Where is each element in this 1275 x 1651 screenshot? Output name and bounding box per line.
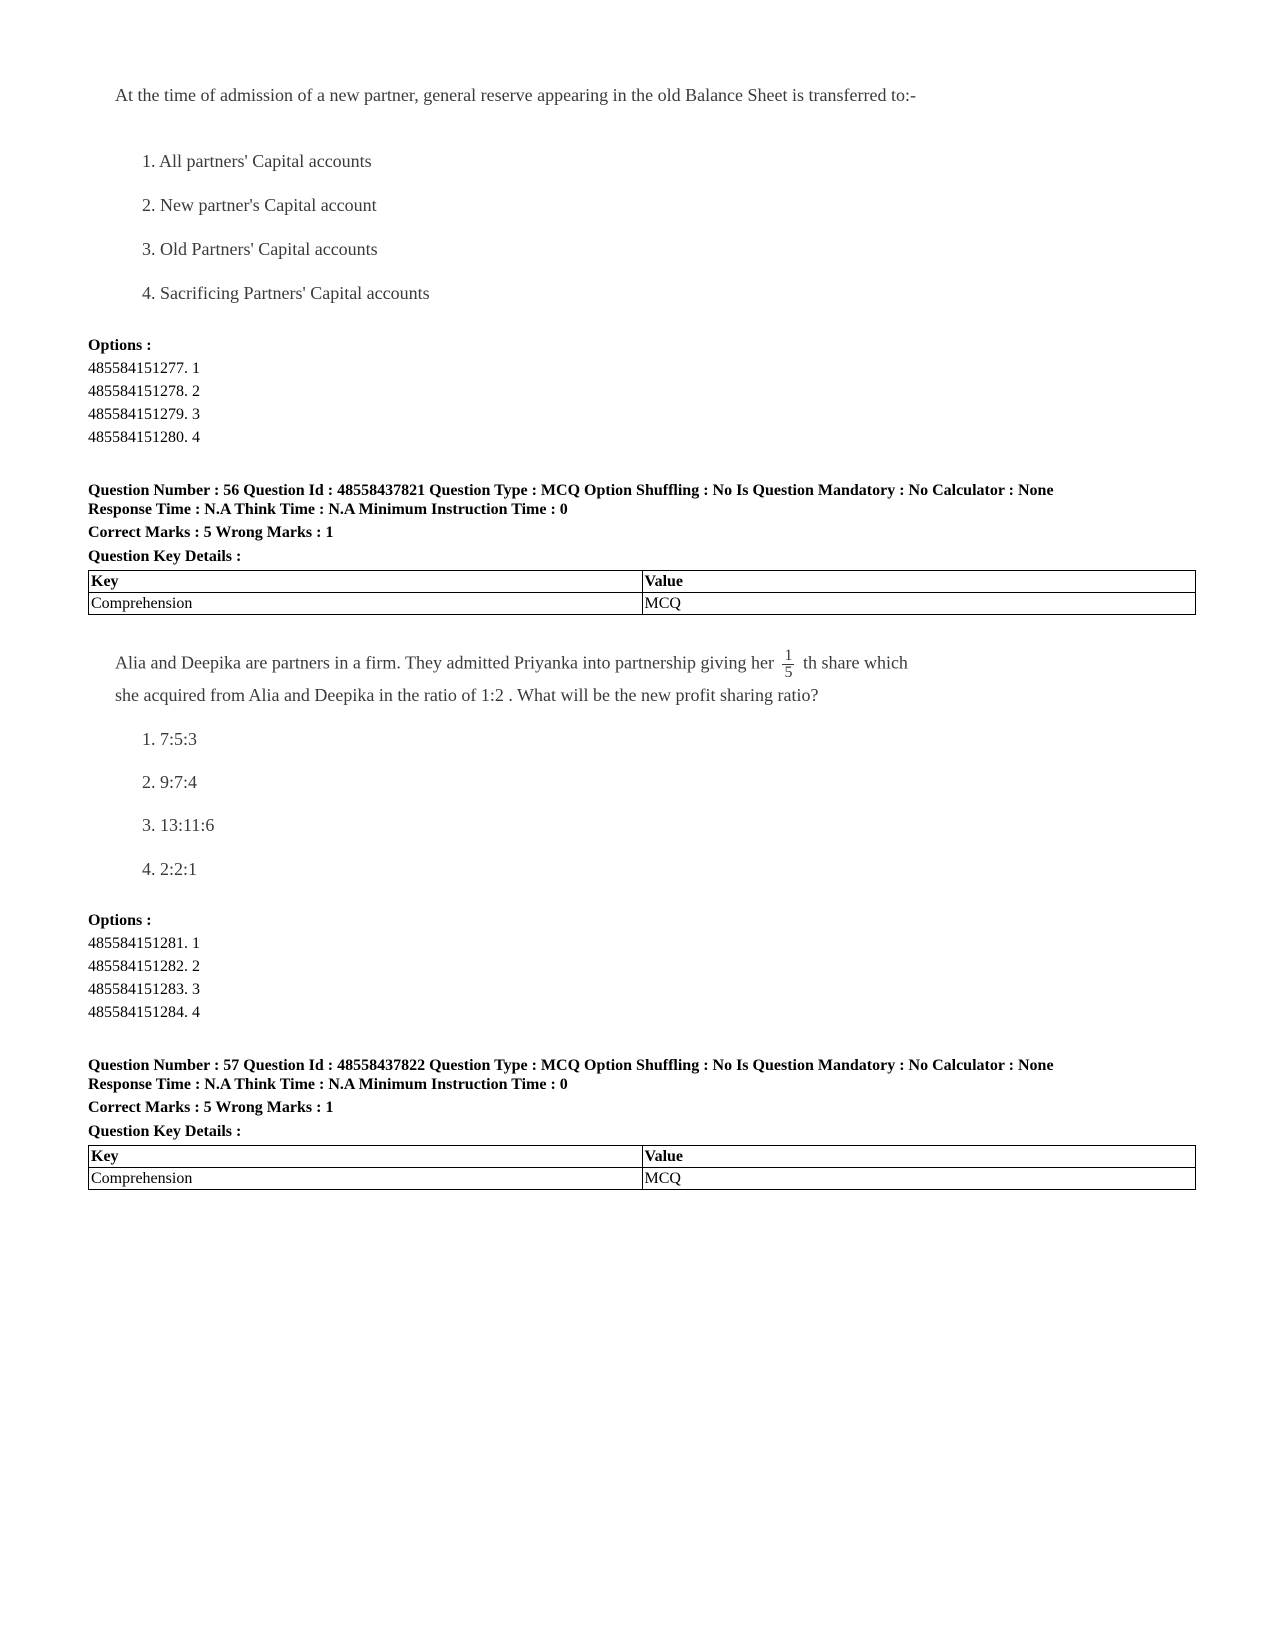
option-item: 485584151284. 4 bbox=[88, 1004, 200, 1021]
fraction-one-fifth bbox=[782, 648, 794, 681]
question-56-marks: Correct Marks : 5 Wrong Marks : 1 bbox=[88, 524, 334, 541]
question-57-meta-timing: Response Time : N.A Think Time : N.A Minimum Instruction Time : 0 bbox=[88, 1076, 568, 1093]
value-header: Value bbox=[642, 571, 1196, 593]
options-label: Options : bbox=[88, 912, 152, 929]
question-56-stem bbox=[115, 648, 975, 681]
question-56-choice-3: 3. 13:11:6 bbox=[142, 815, 215, 835]
question-55-choice-3: 3. Old Partners' Capital accounts bbox=[142, 239, 378, 259]
question-56-choice-2: 2. 9:7:4 bbox=[142, 772, 198, 792]
option-item: 485584151282. 2 bbox=[88, 958, 200, 975]
option-item: 485584151281. 1 bbox=[88, 935, 200, 952]
question-56-key-details-label: Question Key Details : bbox=[88, 548, 242, 565]
key-cell: Comprehension bbox=[89, 593, 643, 615]
question-55-stem: At the time of admission of a new partner, general reserve appearing in the old Balance Sheet is transferred to:- bbox=[115, 85, 916, 105]
question-56-key-table bbox=[88, 570, 1196, 615]
question-55-choice-4: 4. Sacrificing Partners' Capital accounts bbox=[142, 283, 430, 303]
key-header: Key bbox=[89, 1146, 643, 1168]
question-55-choice-2: 2. New partner's Capital account bbox=[142, 195, 377, 215]
value-cell: MCQ bbox=[642, 593, 1196, 615]
question-56-meta: Question Number : 56 Question Id : 48558437821 Question Type : MCQ Option Shuffling : No Is Question Mandatory : No Calculator : None bbox=[88, 482, 1054, 499]
question-56-stem-part2: th share which bbox=[802, 652, 908, 673]
option-item: 485584151280. 4 bbox=[88, 429, 200, 446]
key-cell: Comprehension bbox=[89, 1168, 643, 1190]
value-cell: MCQ bbox=[642, 1168, 1196, 1190]
option-item: 485584151283. 3 bbox=[88, 981, 200, 998]
key-header: Key bbox=[89, 571, 643, 593]
question-55-choice-1: 1. All partners' Capital accounts bbox=[142, 151, 372, 171]
option-item: 485584151278. 2 bbox=[88, 383, 200, 400]
question-57-marks: Correct Marks : 5 Wrong Marks : 1 bbox=[88, 1099, 334, 1116]
question-56-stem-line2: she acquired from Alia and Deepika in the ratio of 1:2 . What will be the new profit sharing ratio? bbox=[115, 685, 819, 705]
options-label: Options : bbox=[88, 337, 152, 354]
question-56-meta-timing: Response Time : N.A Think Time : N.A Minimum Instruction Time : 0 bbox=[88, 501, 568, 518]
question-56-choice-1: 1. 7:5:3 bbox=[142, 729, 198, 749]
fraction-denominator: 5 bbox=[784, 664, 793, 681]
question-57-meta: Question Number : 57 Question Id : 48558437822 Question Type : MCQ Option Shuffling : No Is Question Mandatory : No Calculator : None bbox=[88, 1057, 1054, 1074]
fraction-numerator: 1 bbox=[784, 647, 793, 664]
value-header: Value bbox=[642, 1146, 1196, 1168]
question-57-key-details-label: Question Key Details : bbox=[88, 1123, 242, 1140]
question-55-image bbox=[115, 84, 975, 309]
question-57-key-table bbox=[88, 1145, 1196, 1190]
question-56-image bbox=[115, 648, 975, 888]
question-56-choice-4: 4. 2:2:1 bbox=[142, 859, 198, 879]
option-item: 485584151279. 3 bbox=[88, 406, 200, 423]
question-56-stem-part1: Alia and Deepika are partners in a firm. They admitted Priyanka into partnership giving her bbox=[115, 652, 774, 673]
option-item: 485584151277. 1 bbox=[88, 360, 200, 377]
